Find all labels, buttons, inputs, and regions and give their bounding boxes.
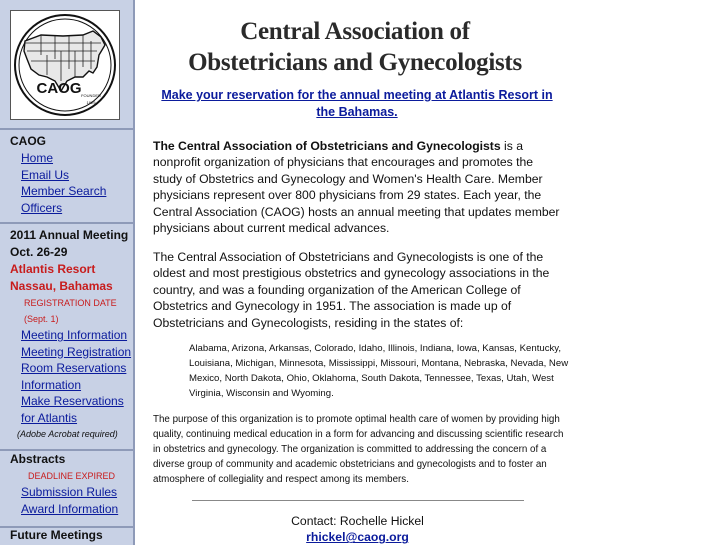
purpose-paragraph: The purpose of this organization is to promote optimal health care of women by providing high quality, continuing medical education in a form for advancing and discussing scientific research in obstetrics and gynecology. The organization is committed to addressing the concern of a diverse group of community and academic obstetricians and gynecologists and to foster an atmosphere of collegiality and respect among its members. — [153, 414, 564, 486]
meeting-location-city: Nassau, Bahamas — [10, 279, 113, 293]
intro-paragraph — [153, 138, 563, 236]
sidebar-link-home[interactable]: Home — [21, 151, 54, 165]
contact-block — [150, 513, 565, 546]
page-title-line1: Central Association of — [240, 18, 470, 45]
intro-text: is a nonprofit organization of physicians that encourages and promotes the study of Obstetrics and Gynecology and Women's Health Care. Member physicians represent over 800 physicians from 29 states. Each year, the Central Association (CAOG) hosts an annual meeting that updates member physicians about current medical advances. — [153, 139, 560, 236]
deadline-note: DEADLINE EXPIRED — [28, 471, 116, 481]
contact-email-link[interactable]: rhickel@caog.org — [306, 530, 409, 545]
sidebar-link-submission-rules[interactable]: Submission Rules — [21, 485, 118, 499]
history-paragraph: The Central Association of Obstetricians and Gynecologists is one of the oldest and most prestigious obstetrics and gynecology associations in the country, and was a founding organization of the American College of Obstetrics and Gynecology in 1951. The association is made up of Obstetricians and Gynecologists, residing in the states of: — [153, 250, 550, 330]
sidebar-link-award-information[interactable]: Award Information — [21, 501, 119, 516]
states-list: Alabama, Arizona, Arkansas, Colorado, Idaho, Illinois, Indiana, Iowa, Kansas, Kentucky, Louisiana, Michigan, Minnesota, Mississippi, Missouri, Montana, Nebraska, Nevada, New Mexico, North Dakota, Ohio, Oklahoma, South Dakota, Tennessee, Texas, Utah, West Virginia, Wisconsin and Wyoming. — [189, 343, 569, 399]
caog-logo[interactable] — [10, 10, 120, 120]
sidebar-link-meeting-registration[interactable]: Meeting Registration — [21, 344, 132, 359]
sidebar-heading-abstracts: Abstracts — [10, 452, 66, 466]
logo-founded-year: 1929 — [86, 100, 96, 105]
divider — [192, 500, 524, 501]
sidebar-link-member-search[interactable]: Member Search — [21, 184, 107, 198]
sidebar-heading-future-meetings: Future Meetings — [10, 528, 103, 542]
sidebar-link-officers[interactable]: Officers — [21, 200, 63, 215]
logo-founded: FOUNDED — [81, 93, 101, 98]
sidebar-heading-meeting: 2011 Annual Meeting — [10, 228, 129, 242]
registration-date: (Sept. 1) — [24, 314, 59, 324]
sidebar — [0, 0, 135, 545]
contact-name: Contact: Rochelle Hickel — [291, 514, 424, 528]
sidebar-link-meeting-information[interactable]: Meeting Information — [21, 328, 128, 342]
intro-bold: The Central Association of Obstetricians and Gynecologists — [153, 139, 501, 153]
page-title — [150, 16, 560, 78]
sidebar-link-make-reservations[interactable]: Make Reservations for Atlantis — [21, 394, 124, 425]
sidebar-heading-caog: CAOG — [10, 134, 46, 148]
page-title-line2: Obstetricians and Gynecologists — [188, 49, 522, 76]
us-map-seal-icon — [11, 11, 119, 119]
acrobat-note: (Adobe Acrobat required) — [17, 429, 118, 439]
sidebar-link-room-reservations[interactable]: Room Reservations Information — [21, 361, 127, 392]
meeting-location-resort: Atlantis Resort — [10, 262, 96, 276]
sidebar-nav — [0, 129, 133, 544]
reservation-link[interactable]: Make your reservation for the annual meeting at Atlantis Resort in the Bahamas. — [161, 88, 553, 119]
logo-text: CAOG — [36, 80, 82, 97]
sidebar-link-email-us[interactable]: Email Us — [21, 167, 70, 182]
meeting-dates: Oct. 26-29 — [10, 245, 68, 259]
registration-note: REGISTRATION DATE — [24, 298, 117, 308]
